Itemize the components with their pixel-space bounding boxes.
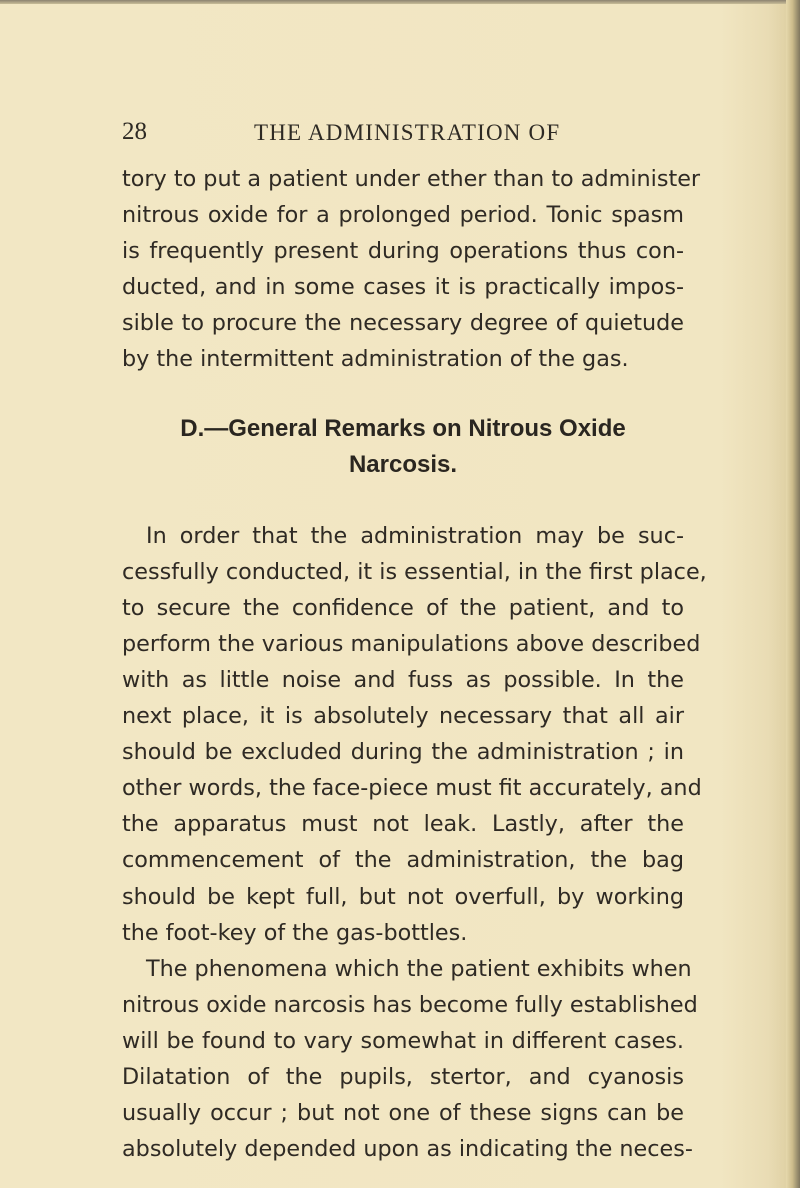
text-line: the foot-key of the gas-bottles.	[122, 919, 468, 946]
text-line: usually occur ; but not one of these signs can be	[122, 1100, 684, 1127]
page-number: 28	[122, 118, 147, 145]
text-line: tory to put a patient under ether than to administer	[122, 166, 701, 192]
text-line: should be excluded during the administration ; in	[122, 739, 684, 766]
text-line: commencement of the administration, the bag	[122, 847, 684, 874]
text-line: nitrous oxide narcosis has become fully established	[122, 991, 698, 1018]
text-line: should be kept full, but not overfull, by working	[122, 883, 684, 910]
text-line: ducted, and in some cases it is practically impos-	[122, 274, 684, 301]
text-line: In order that the administration may be suc-	[146, 522, 684, 549]
paragraph-continued	[122, 161, 701, 378]
text-line: the apparatus must not leak. Lastly, after the	[122, 811, 684, 838]
text-line: cessfully conducted, it is essential, in the first place,	[122, 558, 707, 585]
section-heading-line-2: Narcosis.	[348, 450, 458, 478]
page-body	[122, 161, 707, 1167]
text-line: other words, the face-piece must fit accurately, and	[122, 775, 702, 802]
text-line: will be found to vary somewhat in different cases.	[122, 1027, 684, 1054]
text-line: sible to procure the necessary degree of quietude	[122, 310, 684, 337]
page-top-edge	[0, 0, 800, 4]
page-right-edge	[786, 0, 800, 1188]
text-line: by the intermittent administration of the gas.	[122, 346, 629, 373]
text-line: The phenomena which the patient exhibits when	[146, 955, 692, 982]
text-line: Dilatation of the pupils, stertor, and cyanosis	[122, 1063, 684, 1090]
page-header	[122, 118, 682, 148]
section-heading	[122, 411, 684, 483]
text-line: with as little noise and fuss as possible. In the	[122, 666, 684, 693]
paragraph-requirements	[122, 518, 707, 951]
text-line: to secure the confidence of the patient, and to	[122, 594, 684, 621]
text-line: nitrous oxide for a prolonged period. Tonic spasm	[122, 202, 684, 229]
text-line: perform the various manipulations above described	[122, 630, 701, 657]
paragraph-phenomena	[122, 951, 698, 1168]
running-title: THE ADMINISTRATION OF	[254, 120, 561, 145]
text-line: absolutely depended upon as indicating the neces-	[122, 1136, 693, 1163]
text-line: next place, it is absolutely necessary that all air	[122, 703, 684, 730]
text-line: is frequently present during operations thus con-	[122, 238, 684, 265]
section-heading-line-1: D.—General Remarks on Nitrous Oxide	[180, 414, 626, 442]
